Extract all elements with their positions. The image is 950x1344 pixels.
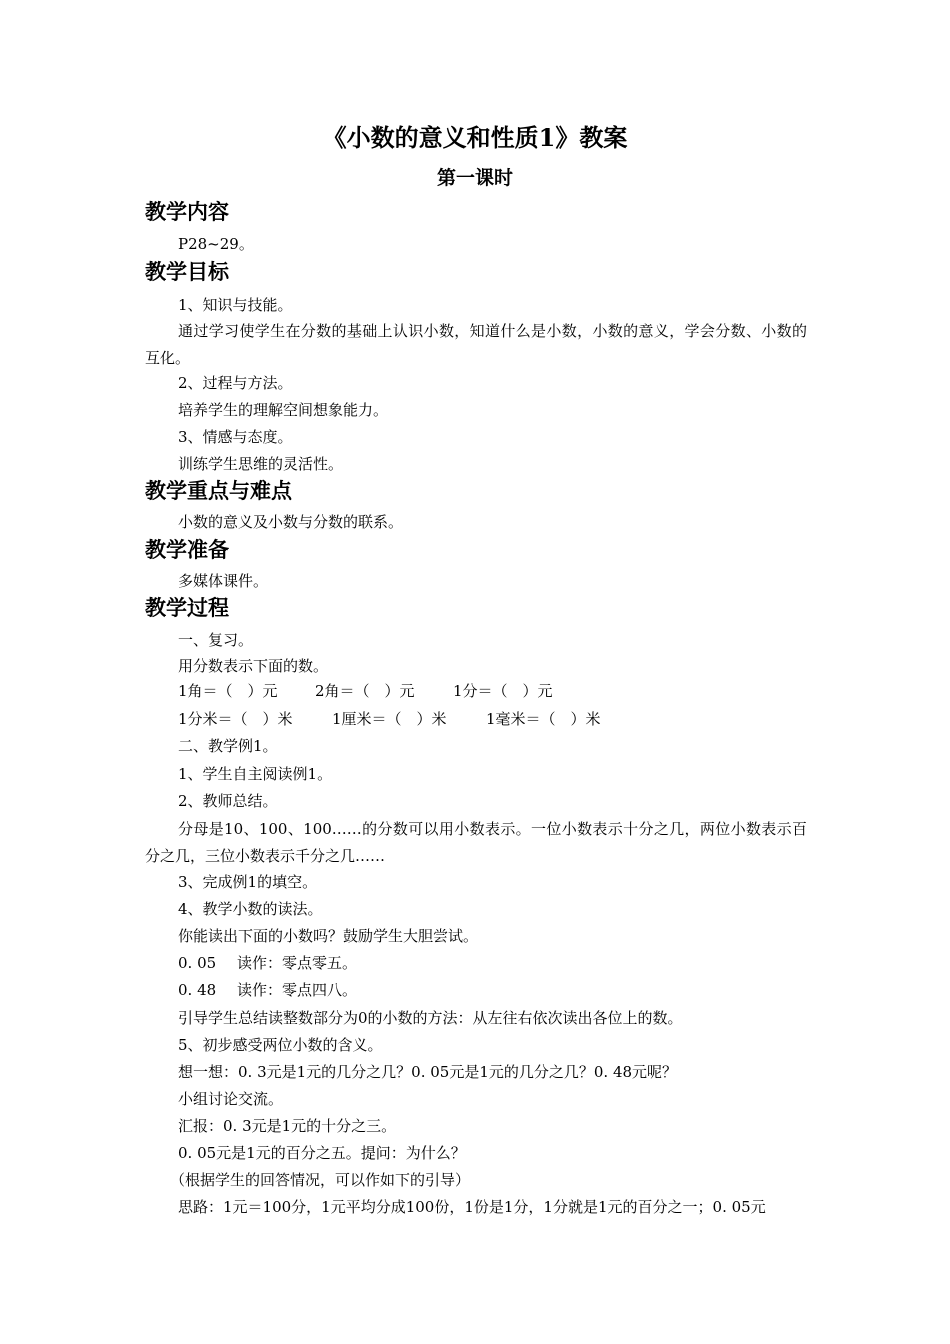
content-text: P28~29。 (178, 235, 254, 253)
preparation-text: 多媒体课件。 (178, 572, 269, 590)
idea-text: 思路：1元＝100分，1元平均分成100份，1份是1分，1分就是1元的百分之一；0. 05元 (178, 1198, 766, 1216)
goal-3-text: 训练学生思维的灵活性。 (178, 455, 344, 473)
review-question: 用分数表示下面的数。 (178, 657, 329, 675)
heading-preparation: 教学准备 (145, 537, 229, 562)
fill-item: 2角＝（ ）元 (315, 682, 415, 700)
guidance-note: （根据学生的回答情况，可以作如下的引导） (170, 1171, 471, 1189)
report-text-2: 0. 05元是1元的百分之五。提问：为什么？ (178, 1144, 466, 1162)
reading-row-2 (178, 980, 357, 1000)
report-text: 汇报：0. 3元是1元的十分之三。 (178, 1117, 397, 1135)
fill-row-2 (178, 709, 601, 729)
fill-item: 1分米＝（ ）米 (178, 710, 293, 728)
decimal-number: 0. 48 (178, 981, 217, 999)
example-step-5: 5、初步感受两位小数的含义。 (178, 1036, 383, 1054)
reading-question: 你能读出下面的小数吗？鼓励学生大胆尝试。 (178, 927, 479, 945)
example-title: 二、教学例1。 (178, 737, 278, 755)
heading-process: 教学过程 (145, 595, 229, 620)
fill-item: 1分＝（ ）元 (453, 682, 553, 700)
guide-text: 引导学生总结读整数部分为0的小数的方法：从左往右依次读出各位上的数。 (178, 1009, 683, 1027)
goal-2-text: 培养学生的理解空间想象能力。 (178, 401, 389, 419)
example-step-4: 4、教学小数的读法。 (178, 900, 323, 918)
heading-key-points: 教学重点与难点 (145, 478, 292, 503)
fill-item: 1角＝（ ）元 (178, 682, 278, 700)
fill-row-1 (178, 681, 553, 701)
document-subtitle: 第一课时 (436, 167, 513, 189)
think-question: 想一想：0. 3元是1元的几分之几？0. 05元是1元的几分之几？0. 48元呢？ (178, 1063, 678, 1081)
heading-content: 教学内容 (145, 199, 229, 224)
discuss-text: 小组讨论交流。 (178, 1090, 284, 1108)
key-points-text: 小数的意义及小数与分数的联系。 (178, 513, 404, 531)
goal-2-title: 2、过程与方法。 (178, 374, 293, 392)
example-step-2: 2、教师总结。 (178, 792, 278, 810)
example-step-3: 3、完成例1的填空。 (178, 873, 318, 891)
example-step-2-text: 分母是10、100、100……的分数可以用小数表示。一位小数表示十分之几，两位小数表示百分之几，三位小数表示千分之几…… (145, 820, 807, 865)
goal-3-title: 3、情感与态度。 (178, 428, 293, 446)
review-title: 一、复习。 (178, 631, 254, 649)
reading-row-1 (178, 953, 357, 973)
decimal-number: 0. 05 (178, 954, 217, 972)
heading-goals: 教学目标 (145, 259, 229, 284)
reading-text: 读作：零点四八。 (237, 981, 358, 999)
goal-1-title: 1、知识与技能。 (178, 296, 293, 314)
goal-1-text: 通过学习使学生在分数的基础上认识小数，知道什么是小数，小数的意义，学会分数、小数的互化。 (145, 322, 807, 367)
document-title: 《小数的意义和性质1》教案 (322, 123, 628, 152)
example-step-1: 1、学生自主阅读例1。 (178, 765, 333, 783)
fill-item: 1厘米＝（ ）米 (332, 710, 447, 728)
reading-text: 读作：零点零五。 (237, 954, 358, 972)
fill-item: 1毫米＝（ ）米 (486, 710, 601, 728)
